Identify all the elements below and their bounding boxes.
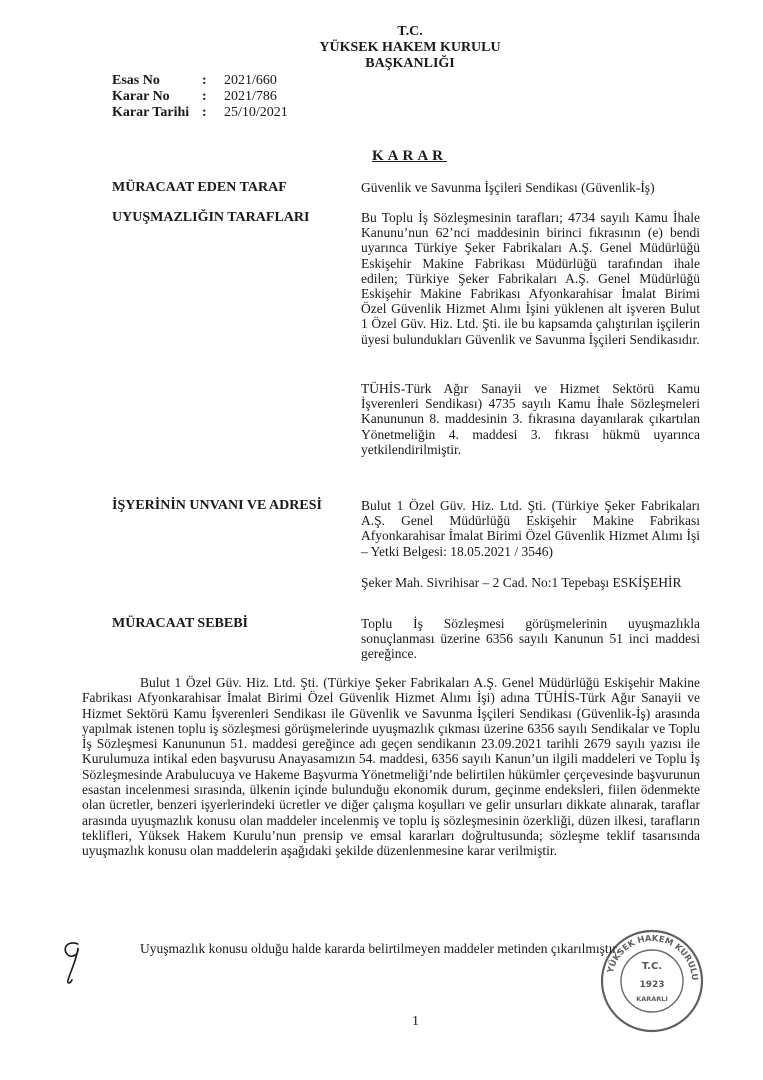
meta-label: Karar Tarihi: [112, 105, 190, 120]
decision-title: KARAR: [372, 148, 447, 164]
text-workplace-2: Şeker Mah. Sivrihisar – 2 Cad. No:1 Tepebaşı ESKİŞEHİR: [361, 575, 682, 590]
body-paragraph-1: Bulut 1 Özel Güv. Hiz. Ltd. Şti. (Türkiye Şeker Fabrikaları A.Ş. Genel Müdürlüğü Eskişehir Makine Fabrikası Afyonkarahisar İmalat Birimi Özel Güvenlik Hizmet Alımı İşi) adına TÜHİS-Türk Ağır Sanayii ve Hizmet Sektörü Kamu İşverenleri Sendikası ile Güvenlik ve Savunma İşçileri Sendikası (Güvenlik-İş) arasında yapılmak istenen toplu iş sözleşmesi görüşmelerinde uyuşmazlık çıkması üzerine 6356 sayılı Sendikalar ve Toplu İş Sözleşmesi Kanununun 51. maddesi gereğince adı geçen sendikanın 23.09.2021 tarihli 2679 sayılı yazısı ile Kurulumuza intikal eden başvurusu Anayasamızın 54. maddesi, 6356 sayılı Kanun’un ilgili maddeleri ve Toplu İş Sözleşmesinde Arabulucuya ve Hakeme Başvurma Yönetmeliği’nde belirtilen hükümler çerçevesinde başvurunun esastan incelenmesi sırasında, ülkenin içinde bulunduğu ekonomik durum, geçinme endeksleri, fiilen ödenmekte olan ücretler, benzeri işyerlerindeki ücretler ve diğer çalışma koşulları ve gelir unsurları dikkate alınarak, taraflar arasında uyuşmazlık konusu olan maddeler incelenmiş ve toplu iş sözleşmesinin özerkliği, düzen ilkesi, tarafların teklifleri, Yüksek Hakem Kurulu’nun prensip ve emsal kararları doğrultusunda; sözleşme teklif tasarısında uyuşmazlık konusu olan maddelerin aşağıdaki şekilde düzenlenmesine karar verilmiştir.: [82, 675, 700, 859]
page-number: 1: [412, 1014, 419, 1029]
text-parties-1: Bu Toplu İş Sözleşmesinin tarafları; 4734 sayılı Kamu İhale Kanunu’nun 62’nci maddesinin birinci fıkrasının (e) bendi uyarınca Türkiye Şeker Fabrikaları A.Ş. Genel Müdürlüğü Eskişehir Makine Fabrikası Müdürlüğü tarafından ihale edilen; Türkiye Şeker Fabrikaları A.Ş. Genel Müdürlüğü Eskişehir Makine Fabrikası Afyonkarahisar İmalat Birimi Özel Güvenlik Hizmet Alımı İşini yüklenen alt işveren Bulut 1 Özel Güv. Hiz. Ltd. Şti. ile bu kapsamda çalıştırılan işçilerin üyesi bulundukları Güvenlik ve Savunma İşçileri Sendikasıdır.: [361, 210, 700, 347]
body-paragraph-2: Uyuşmazlık konusu olduğu halde kararda belirtilmeyen maddeler metinden çıkarılmıştır.: [140, 941, 620, 956]
meta-value: 2021/660: [224, 73, 277, 88]
header-tc: T.C.: [397, 24, 423, 39]
handwritten-initial-signature: [58, 938, 88, 988]
meta-row-esas: [112, 73, 288, 89]
meta-colon: :: [202, 105, 207, 120]
official-seal-stamp: [596, 925, 708, 1037]
meta-label: Esas No: [112, 73, 160, 88]
text-workplace-1: Bulut 1 Özel Güv. Hiz. Ltd. Şti. (Türkiye Şeker Fabrikaları A.Ş. Genel Müdürlüğü Eskişehir Makine Fabrikası Afyonkarahisar İmalat Birimi Özel Güvenlik Hizmet Alımı İşi – Yetki Belgesi: 18.05.2021 / 3546): [361, 498, 700, 559]
header-presidency: BAŞKANLIĞI: [365, 56, 455, 71]
seal-top-text: T.C.: [641, 961, 663, 972]
meta-row-karar-no: [112, 89, 288, 105]
svg-text:YÜKSEK HAKEM KURULU: [606, 934, 700, 981]
label-reason: MÜRACAAT SEBEBİ: [112, 616, 249, 631]
text-reason: Toplu İş Sözleşmesi görüşmelerinin uyuşmazlıkla sonuçlanması üzerine 6356 sayılı Kanunun 51 inci maddesi gereğince.: [361, 616, 700, 662]
seal-ring-text: YÜKSEK HAKEM KURULU: [605, 933, 700, 981]
label-workplace: İŞYERİNİN UNVANI VE ADRESİ: [112, 498, 322, 513]
seal-number: 1923: [639, 980, 665, 990]
meta-colon: :: [202, 89, 207, 104]
text-parties-2: TÜHİS-Türk Ağır Sanayii ve Hizmet Sektörü Kamu İşverenleri Sendikası) 4735 sayılı Kamu İhale Sözleşmeleri Kanununun 8. maddesinin 3. fıkrasına dayanılarak çıkartılan Yönetmeliğin 4. maddesi 3. fıkrası hükmü uyarınca yetkilendirilmiştir.: [361, 381, 700, 457]
label-applicant: MÜRACAAT EDEN TARAF: [112, 180, 287, 195]
header-board-name: YÜKSEK HAKEM KURULU: [319, 40, 501, 55]
meta-row-karar-tarihi: [112, 105, 288, 121]
meta-value: 25/10/2021: [224, 105, 288, 120]
meta-colon: :: [202, 73, 207, 88]
document-header: [300, 24, 520, 72]
meta-value: 2021/786: [224, 89, 277, 104]
seal-bottom-text: KARARLI: [636, 995, 668, 1003]
text-applicant: Güvenlik ve Savunma İşçileri Sendikası (Güvenlik-İş): [361, 180, 655, 195]
meta-label: Karar No: [112, 89, 170, 104]
case-meta: [112, 73, 288, 121]
label-parties: UYUŞMAZLIĞIN TARAFLARI: [112, 210, 310, 225]
